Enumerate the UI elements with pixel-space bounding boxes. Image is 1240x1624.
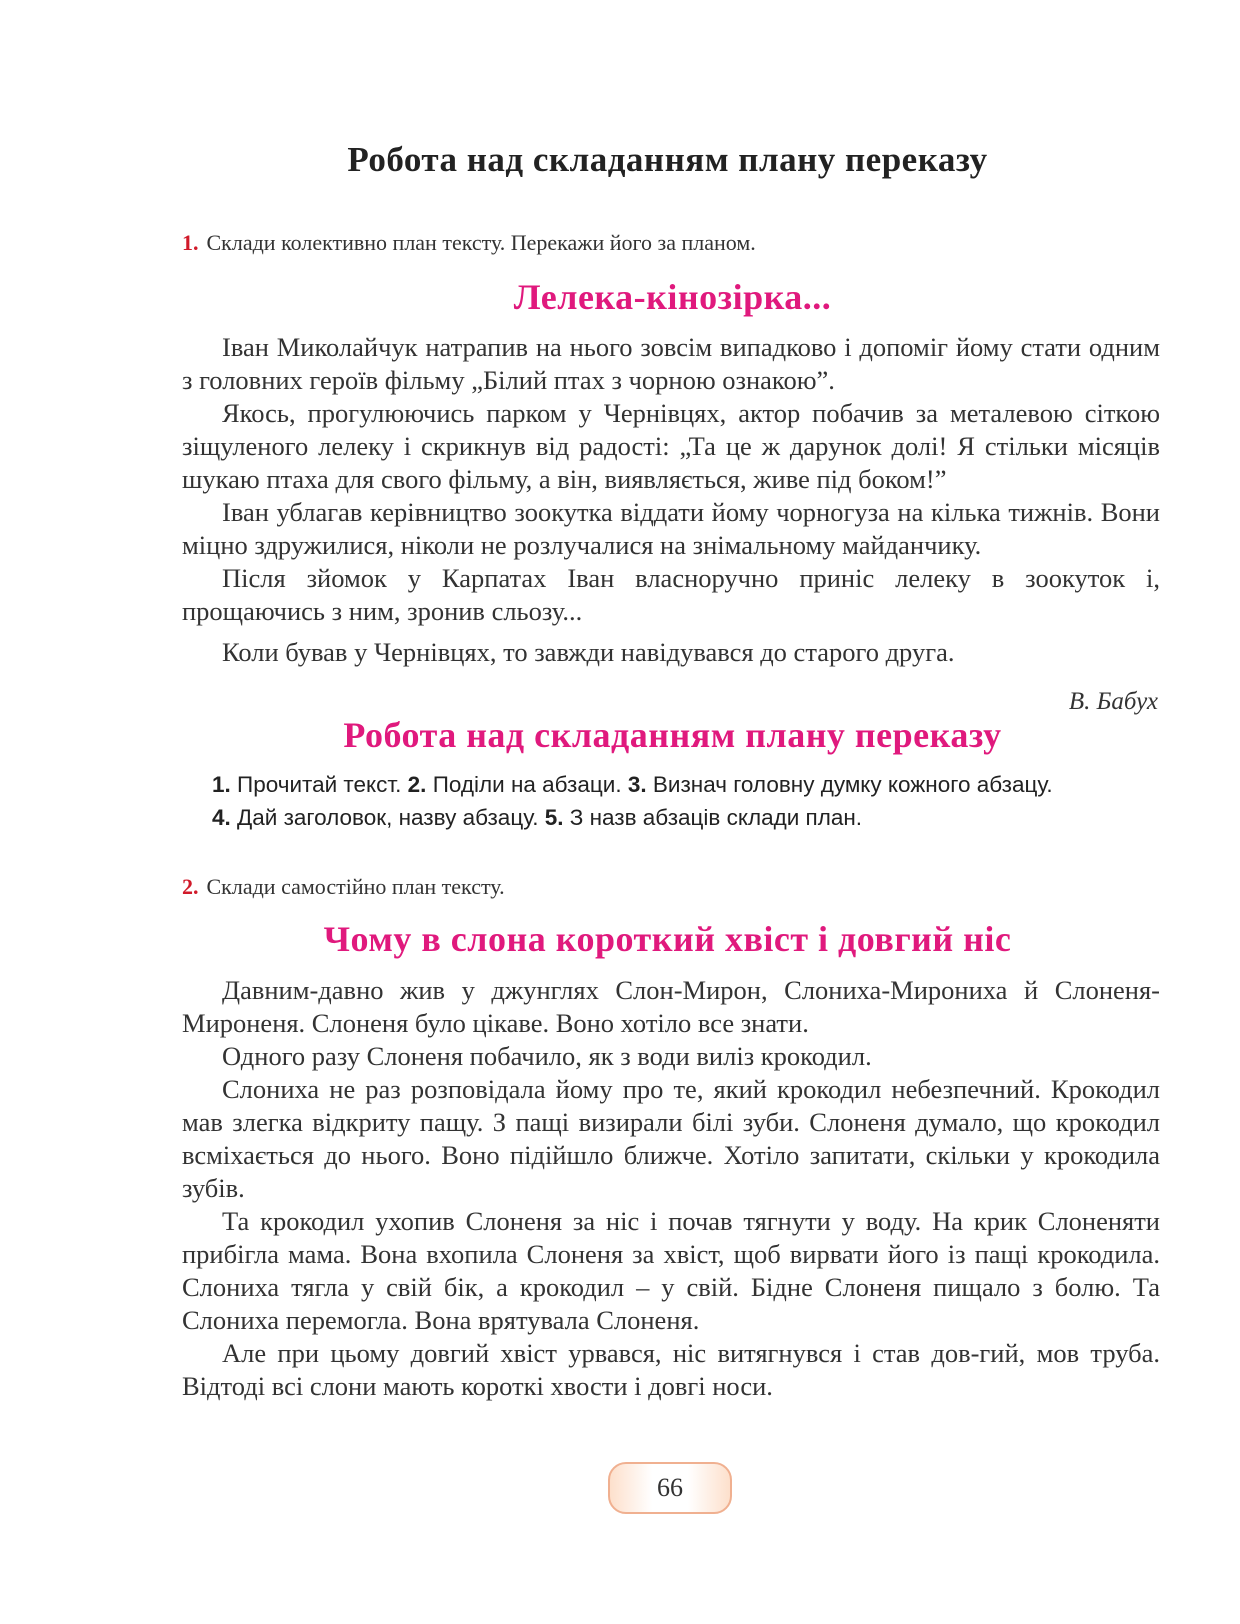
task-text: Склади колективно план тексту. Перекажи його за планом.	[206, 230, 756, 255]
paragraph: Іван Миколайчук натрапив на нього зовсім випадково і допоміг йому стати одним з головних героїв фільму „Білий птах з чорною ознакою”.	[182, 332, 1160, 395]
paragraph: Після зйомок у Карпатах Іван власноручно приніс лелеку в зоокуток і, прощаючись з ним, зронив сльозу...	[182, 563, 1160, 626]
story-text	[182, 974, 1160, 1403]
page-title: Робота над складанням плану переказу	[347, 140, 988, 179]
author: В. Бабух	[1068, 688, 1158, 715]
story-title: Лелека-кінозірка...	[513, 277, 832, 317]
task-text: Склади самостійно план тексту.	[206, 874, 505, 899]
paragraph: Одного разу Слоненя побачило, як з води виліз крокодил.	[222, 1041, 872, 1071]
step-text: З назв абзаців склади план.	[569, 805, 863, 830]
paragraph: Але при цьому довгий хвіст урвався, ніс витягнувся і став дов-гий, мов труба. Відтоді всі слони мають короткі хвости і довгі носи.	[182, 1338, 1160, 1401]
steps-line-1	[212, 768, 1172, 801]
paragraph: Та крокодил ухопив Слоненя за ніс і почав тягнути у воду. На крик Слоненяти прибігла мама. Вона вхопила Слоненя за хвіст, щоб вирвати його із пащі крокодила. Слониха тягла у свій бік, а крокодил – у свій. Бідне Слоненя пищало з болю. Та Слониха перемогла. Вона врятувала Слоненя.	[182, 1206, 1160, 1335]
steps-line-2	[212, 801, 1172, 834]
step-number: 3.	[627, 772, 647, 797]
paragraph: Слониха не раз розповідала йому про те, який крокодил небезпечний. Крокодил мав злегка відкриту пащу. З пащі визирали білі зуби. Слоненя думало, що крокодил всміхається до нього. Воно підійшло ближче. Хотіло запитати, скільки у крокодила зубів.	[182, 1074, 1160, 1203]
story-title: Чому в слона короткий хвіст і довгий ніс	[323, 919, 1012, 959]
task-1	[182, 230, 756, 256]
task-2	[182, 874, 505, 900]
paragraph: Іван ублагав керівництво зоокутка віддати йому чорногуза на кілька тижнів. Вони міцно здружилися, ніколи не розлучалися на знімальному майданчику.	[182, 497, 1160, 560]
step-text: Визнач головну думку кожного абзацу.	[652, 772, 1053, 797]
step-text: Дай заголовок, назву абзацу.	[237, 805, 539, 830]
step-text: Прочитай текст.	[237, 772, 402, 797]
paragraph: Якось, прогулюючись парком у Чернівцях, актор побачив за металевою сіткою зіщуленого лелеку і скрикнув від радості: „Та це ж дарунок долі! Я стільки місяців шукаю птаха для свого фільму, а він, виявляється, живе під боком!”	[182, 398, 1160, 494]
task-number: 1.	[182, 230, 199, 255]
page-number: 66	[608, 1462, 732, 1514]
step-number: 5.	[544, 805, 564, 830]
step-number: 4.	[212, 805, 231, 830]
story-text	[182, 331, 1160, 669]
step-text: Поділи на абзаци.	[432, 772, 622, 797]
paragraph: Давним-давно жив у джунглях Слон-Мирон, Слониха-Мирониха й Слоненя-Мироненя. Слоненя було цікаве. Воно хотіло все знати.	[182, 975, 1160, 1038]
step-number: 2.	[407, 772, 427, 797]
plan-steps	[212, 768, 1172, 834]
task-number: 2.	[182, 874, 199, 899]
section-title: Робота над складанням плану переказу	[343, 715, 1002, 755]
paragraph: Коли бував у Чернівцях, то завжди навідувався до старого друга.	[222, 637, 955, 667]
step-number: 1.	[212, 772, 231, 797]
